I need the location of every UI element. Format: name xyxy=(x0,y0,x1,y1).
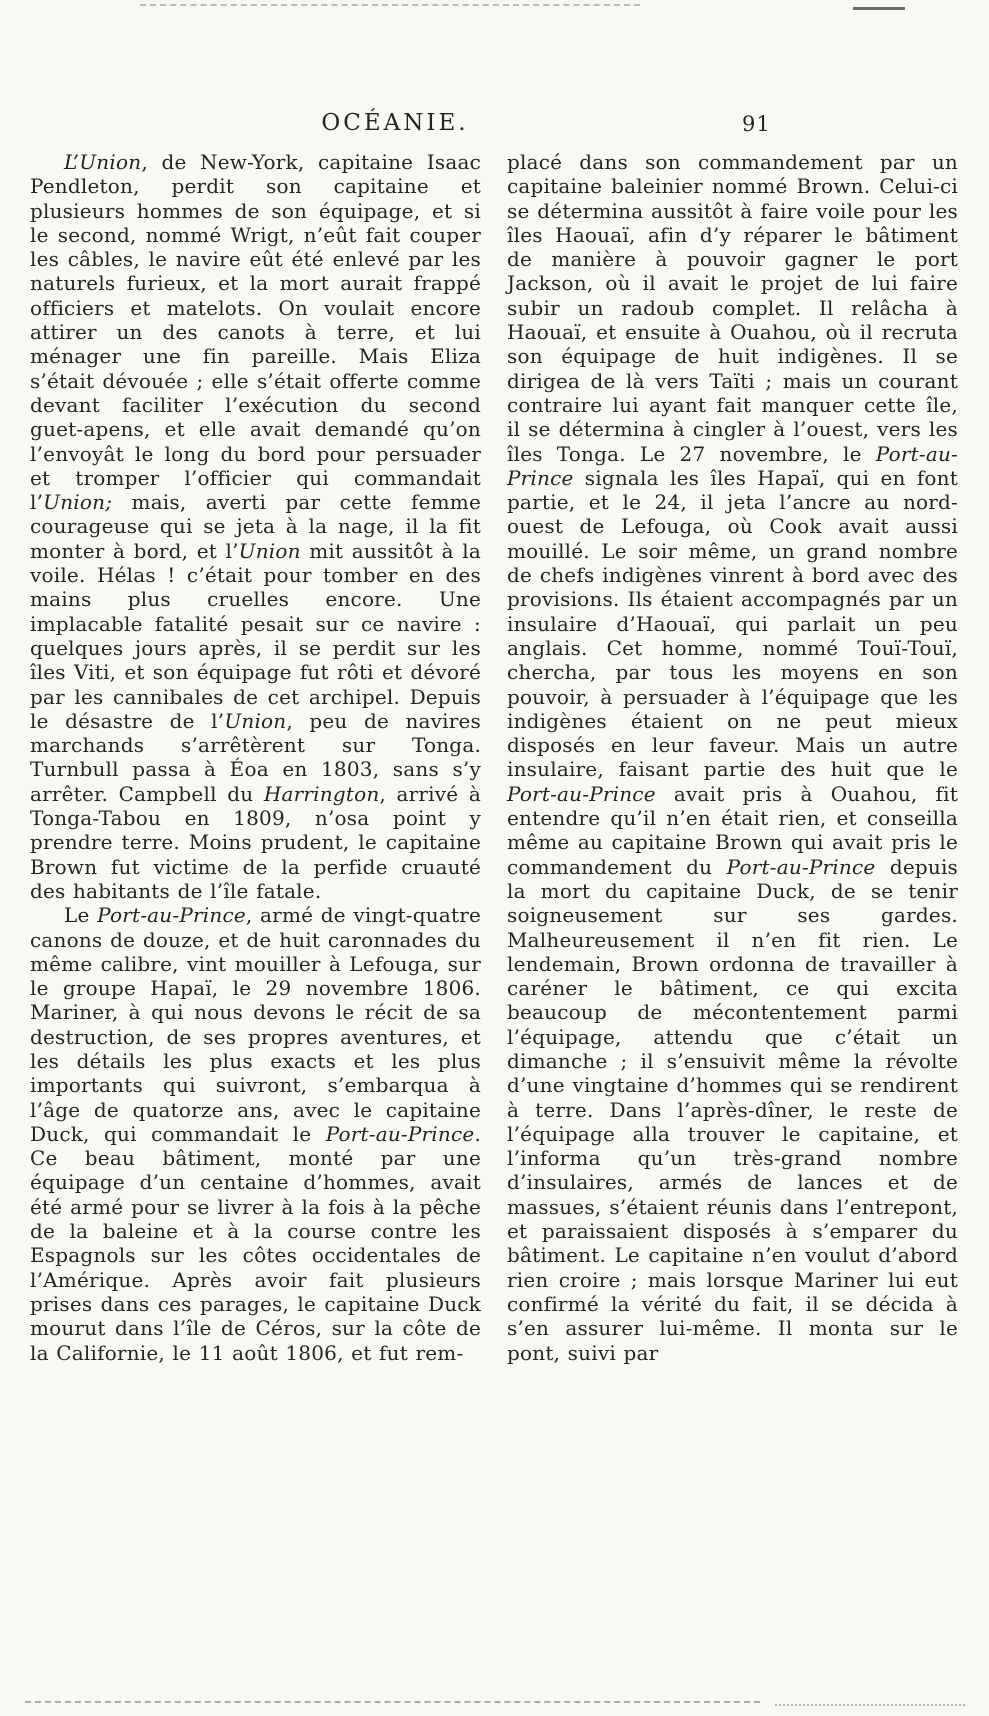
text-run: mais, averti par cette femme courageuse qui se jeta à la nage, il la fit monter à bord, et l’ xyxy=(30,490,481,563)
text-run: , peu de navires marchands s’arrêtèrent sur Tonga. Turnbull passa à Éoa en 1803, sans s’y arrêter. Campbell du xyxy=(30,708,482,806)
text-run: . Ce beau bâtiment, monté par une équipage d’un centaine d’hommes, avait été armé pour se livrer à la fois à la pêche de la baleine et à la course contre les Espagnols sur les côtes occidentales de l’Amérique. Après avoir fait plusieurs prises dans ces parages, le capitaine Duck mourut dans l’île de Céros, sur la côte de la Californie, le 11 août 1806, et fut rem- xyxy=(30,1121,481,1365)
page-header-title: OCÉANIE. xyxy=(321,110,469,136)
text-columns xyxy=(30,150,958,1445)
page-number: 91 xyxy=(742,112,771,136)
text-run: avait pris à Ouahou, fit entendre qu’il n’en était rien, et conseilla même au capitaine Brown qui avait pris le commandement du xyxy=(507,781,958,879)
text-run: signala les îles Hapaï, qui en font partie, et le 24, il jeta l’ancre au nord-ouest de Lefouga, où Cook avait aussi mouillé. Le soir même, un grand nombre de chefs indigènes vinrent à bord avec des provisions. Ils étaient accompagnés par un insulaire d’Haouaï, qui parlait un peu anglais. Cet homme, nommé Touï-Touï, chercha, par tous les moyens en son pouvoir, à persuader à l’équipage que les indigènes étaient on ne peut mieux disposés en leur faveur. Mais un autre insulaire, faisant partie des huit que le xyxy=(507,465,958,782)
text-run: Harrington xyxy=(263,781,380,806)
text-run: Le xyxy=(64,903,98,928)
text-run: Port-au-Prince xyxy=(325,1121,475,1146)
text-run: , armé de vingt-quatre canons de douze, et de huit caronnades du même calibre, vint mouiller à Lefouga, sur le groupe Hapaï, le 29 novembre 1806. Mariner, à qui nous devons le récit de sa destruction, de ses propres aventures, et les détails les plus exacts et les plus importants qui suivront, s’embarqua à l’âge de quatorze ans, avec le capitaine Duck, qui commandait le xyxy=(30,903,482,1146)
scan-artifact-top-right-bar xyxy=(853,7,905,10)
text-run: Union; xyxy=(43,490,113,515)
right-column xyxy=(507,150,958,1445)
text-run: , de New-York, capitaine Isaac Pendleton, perdit son capitaine et plusieurs hommes de son équipage, et si le second, nommé Wrigt, n’eût fait couper les câbles, le navire eût été enlevé par les naturels furieux, et la mort aurait frappé officiers et matelots. On voulait encore attirer un des canots à terre, et lui ménager une fin pareille. Mais Eliza s’était dévouée ; elle s’était offerte comme devant faciliter l’exécution du second guet-apens, et elle avait demandé qu’on l’envoyât le long du bord pour persuader et tromper l’officier qui commandait l’ xyxy=(30,150,481,515)
text-run: placé dans son commandement par un capitaine baleinier nommé Brown. Celui-ci se détermina aussitôt à faire voile pour les îles Haouaï, afin d’y réparer le bâtiment de manière à pouvoir gagner le port Jackson, où il avait le projet de lui faire subir un radoub complet. Il relâcha à Haouaï, et ensuite à Ouahou, où il recruta son équipage de huit indigènes. Il se dirigea de là vers Taïti ; mais un courant contraire lui ayant fait manquer cette île, il se détermina à cingler à l’ouest, vers les îles Tonga. Le 27 novembre, le xyxy=(507,150,958,466)
text-run: Port-au-Prince xyxy=(507,441,958,490)
text-run: depuis la mort du capitaine Duck, de se tenir soigneusement sur ses gardes. Malheureusement il n’en fit rien. Le lendemain, Brown ordonna de travailler à caréner le bâtiment, ce qui excita beaucoup de mécontentement parmi l’équipage, attendu que c’était un dimanche ; il s’ensuivit même la révolte d’une vingtaine d’hommes qui se rendirent à terre. Dans l’après-dîner, le reste de l’équipage alla trouver le capitaine, et l’informa qu’un très-grand nombre d’insulaires, armés de lances et de massues, s’étaient réunis dans l’entrepont, et paraissaient disposés à s’emparer du bâtiment. Le capitaine n’en voulut d’abord rien croire ; mais lorsque Mariner lui eut confirmé la vérité du fait, il se décida à s’en assurer lui-même. Il monta sur le pont, suivi par xyxy=(507,854,958,1365)
text-run: mit aussitôt à la voile. Hélas ! c’était pour tomber en des mains plus cruelles encore. Une implacable fatalité pesait sur ce navire : quelques jours après, il se perdit sur les îles Viti, et son équipage fut rôti et dévoré par les cannibales de cet archipel. Depuis le désastre de l’ xyxy=(30,538,481,733)
text-run: Union xyxy=(238,538,301,563)
text-run: L’Union xyxy=(64,150,142,174)
text-run: Union xyxy=(224,708,287,733)
text-run: , arrivé à Tonga-Tabou en 1809, n’osa point y prendre terre. Moins prudent, le capitaine Brown fut victime de la perfide cruauté des habitants de l’île fatale. xyxy=(30,781,481,903)
scan-artifact-bottom-dashes xyxy=(25,1701,760,1703)
paragraph xyxy=(507,150,958,1365)
text-run: Port-au-Prince xyxy=(507,781,656,806)
paragraph xyxy=(30,903,481,1365)
left-column xyxy=(30,150,481,1445)
scan-artifact-bottom-dots xyxy=(775,1704,965,1706)
paragraph xyxy=(30,150,481,903)
scan-artifact-top-dashes xyxy=(140,4,640,6)
text-run: Port-au-Prince xyxy=(726,854,876,879)
text-run: Port-au-Prince xyxy=(97,903,246,928)
